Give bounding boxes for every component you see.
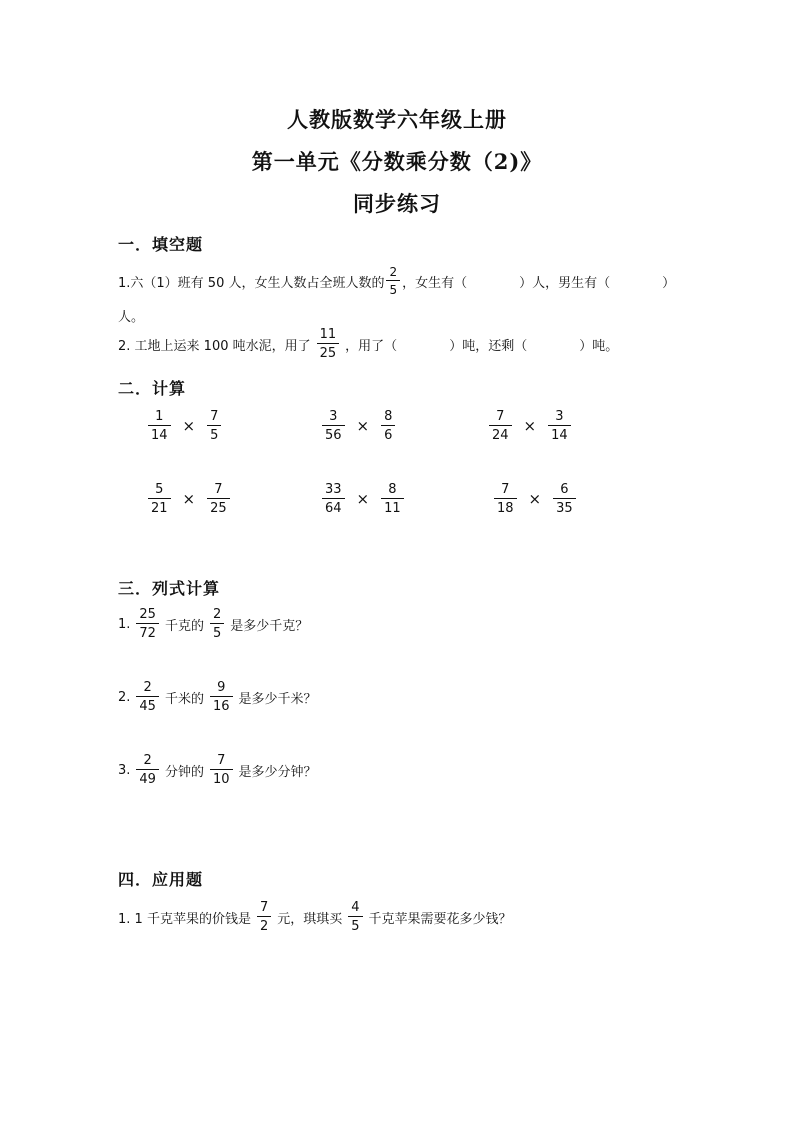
- denominator: 2: [257, 916, 271, 933]
- numerator: 9: [217, 680, 226, 695]
- calc-item: [483, 410, 577, 442]
- times-sign: ×: [182, 490, 196, 508]
- denominator: 5: [348, 916, 362, 933]
- denominator: 21: [148, 498, 171, 515]
- denominator: 56: [322, 425, 345, 442]
- fraction: [257, 901, 271, 933]
- section-heading-fill-blank: 一．填空题: [118, 235, 204, 254]
- calc-item: [142, 410, 227, 442]
- times-sign: ×: [523, 417, 537, 435]
- calc-item: [316, 410, 401, 442]
- q-text: 千克苹果需要花多少钱？: [368, 911, 512, 927]
- question-1-1-cont: 人。: [118, 310, 145, 325]
- times-sign: ×: [356, 417, 370, 435]
- q-text: 分钟的: [164, 764, 204, 780]
- denominator: 11: [381, 498, 404, 515]
- q-text: ）吨，还剩（: [449, 338, 528, 354]
- numerator: 7: [501, 482, 510, 497]
- numerator: 2: [389, 265, 398, 279]
- fraction: [210, 608, 224, 640]
- q-text: ，用了（: [345, 338, 398, 354]
- numerator: 7: [210, 409, 219, 424]
- numerator: 1: [155, 409, 164, 424]
- numerator: 8: [384, 409, 393, 424]
- times-sign: ×: [356, 490, 370, 508]
- numerator: 3: [555, 409, 564, 424]
- calc-item: [142, 483, 236, 515]
- question-1-1: [118, 266, 675, 296]
- denominator: 6: [381, 425, 395, 442]
- numerator: 7: [496, 409, 505, 424]
- q-label: 3.: [118, 762, 131, 778]
- fraction: [148, 483, 171, 515]
- denominator: 5: [207, 425, 221, 442]
- denominator: 25: [317, 343, 340, 360]
- section-heading-calculation: 二．计算: [118, 379, 187, 398]
- fraction: [381, 410, 395, 442]
- numerator: 2: [212, 607, 222, 622]
- numerator: 2: [143, 753, 152, 768]
- question-3-3: [118, 754, 317, 786]
- subtitle: 同步练习: [353, 191, 441, 216]
- numerator: 6: [560, 482, 569, 497]
- fraction: [322, 410, 345, 442]
- denominator: 14: [548, 425, 571, 442]
- fraction: [386, 266, 400, 296]
- times-sign: ×: [528, 490, 542, 508]
- numerator: 7: [217, 753, 226, 768]
- fraction: [136, 754, 159, 786]
- denominator: 16: [210, 696, 233, 713]
- numerator: 8: [388, 482, 397, 497]
- question-4-1: [118, 901, 512, 933]
- q-text: ）人，男生有（: [519, 275, 611, 291]
- q-text: ）吨。: [579, 338, 619, 354]
- fraction: [553, 483, 576, 515]
- q-label: 2.: [118, 689, 131, 705]
- denominator: 24: [489, 425, 512, 442]
- q-text: 2. 工地上运来 100 吨水泥，用了: [118, 338, 311, 354]
- fraction: [136, 608, 159, 640]
- numerator: 25: [139, 607, 156, 622]
- fraction: [494, 483, 517, 515]
- denominator: 18: [494, 498, 517, 515]
- fraction: [348, 901, 362, 933]
- fraction: [136, 681, 159, 713]
- calc-item: [488, 483, 582, 515]
- q-text: ）: [662, 275, 676, 291]
- denominator: 25: [207, 498, 230, 515]
- question-1-2: [118, 328, 618, 360]
- denominator: 5: [210, 623, 224, 640]
- numerator: 33: [325, 482, 342, 497]
- fraction: [548, 410, 571, 442]
- times-sign: ×: [182, 417, 196, 435]
- fraction: [317, 328, 340, 360]
- denominator: 14: [148, 425, 171, 442]
- page-title: 人教版数学六年级上册: [287, 107, 507, 132]
- q-text: 元，琪琪买: [277, 911, 343, 927]
- numerator: 7: [259, 900, 269, 915]
- fraction: [207, 410, 221, 442]
- denominator: 49: [136, 769, 159, 786]
- question-3-1: [118, 608, 308, 640]
- q-text: 是多少分钟？: [238, 764, 317, 780]
- fraction: [381, 483, 404, 515]
- q-text: 是多少千克？: [230, 618, 309, 634]
- fraction: [322, 483, 345, 515]
- numerator: 11: [319, 327, 337, 342]
- fraction: [207, 483, 230, 515]
- question-3-2: [118, 681, 317, 713]
- q-text: 是多少千米？: [238, 691, 317, 707]
- fraction: [210, 681, 233, 713]
- q-text: ，女生有（: [402, 275, 468, 291]
- numerator: 5: [155, 482, 164, 497]
- section-heading-expression: 三．列式计算: [118, 579, 221, 598]
- denominator: 10: [210, 769, 233, 786]
- q-text: 千克的: [164, 618, 204, 634]
- numerator: 4: [351, 900, 360, 915]
- q-text: 1.六（1）班有 50 人，女生人数占全班人数的: [118, 275, 385, 291]
- numerator: 3: [329, 409, 338, 424]
- denominator: 35: [553, 498, 576, 515]
- unit-title: 第一单元《分数乘分数（2)》: [251, 149, 543, 174]
- section-heading-word-problems: 四．应用题: [118, 870, 204, 889]
- fraction: [210, 754, 233, 786]
- denominator: 45: [136, 696, 159, 713]
- denominator: 72: [136, 623, 159, 640]
- numerator: 7: [214, 482, 223, 497]
- denominator: 5: [386, 280, 400, 296]
- denominator: 64: [322, 498, 345, 515]
- fraction: [148, 410, 171, 442]
- fraction: [489, 410, 512, 442]
- q-text: 千米的: [164, 691, 204, 707]
- calc-item: [316, 483, 410, 515]
- numerator: 2: [143, 680, 152, 695]
- q-text: 1. 1 千克苹果的价钱是: [118, 911, 251, 927]
- q-label: 1.: [118, 616, 131, 632]
